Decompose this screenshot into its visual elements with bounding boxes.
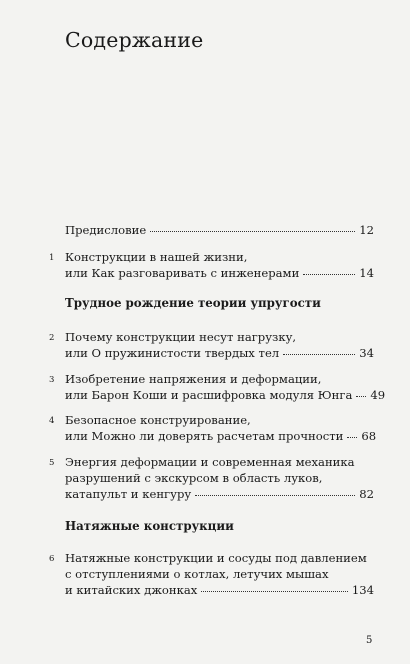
entry-title-line: с отступлениями о котлах, летучих мышах	[65, 567, 329, 581]
entry-title-line: или Можно ли доверять расчетам прочности	[65, 429, 344, 443]
entry-title: Предисловие	[65, 223, 147, 237]
entry-title-line: и китайских джонках	[65, 583, 198, 597]
entry-title-line: Почему конструкции несут нагрузку,	[65, 330, 297, 344]
page-number: 68	[361, 429, 377, 443]
chapter-number: 2	[49, 333, 55, 343]
entry-title-line: Натяжные конструкции и сосуды под давлением	[65, 551, 367, 565]
dot-leader	[195, 495, 355, 496]
dot-leader	[356, 396, 366, 397]
page-number: 82	[359, 487, 374, 501]
chapter-number: 4	[49, 416, 55, 426]
chapter-number: 1	[49, 253, 55, 263]
entry-title-line: Безопасное конструирование,	[65, 413, 251, 427]
page-number: 14	[359, 266, 374, 280]
page-number: 34	[359, 346, 374, 360]
page-number: 49	[370, 388, 386, 402]
entry-title-line: Энергия деформации и современная механика	[65, 455, 355, 469]
dot-leader	[347, 437, 357, 438]
entry-title-line: Изобретение напряжения и деформации,	[65, 372, 322, 386]
page-number: 134	[351, 583, 374, 597]
dot-leader	[283, 354, 355, 355]
dot-leader	[201, 591, 348, 592]
page-title: Содержание	[65, 28, 204, 52]
chapter-number: 6	[49, 554, 55, 564]
entry-title-line: катапульт и кенгуру	[65, 487, 192, 501]
entry-title-line: или О пружинистости твердых тел	[65, 346, 280, 360]
folio-page-number: 5	[366, 635, 373, 646]
part-heading: Трудное рождение теории упругости	[65, 296, 321, 310]
chapter-number: 3	[49, 375, 55, 385]
entry-title-line: или Как разговаривать с инженерами	[65, 266, 300, 280]
chapter-number: 5	[49, 458, 55, 468]
dot-leader	[303, 274, 355, 275]
part-heading: Натяжные конструкции	[65, 519, 234, 533]
entry-title-line: разрушений с экскурсом в область луков,	[65, 471, 323, 485]
page-number: 12	[359, 223, 374, 237]
entry-title-line: Конструкции в нашей жизни,	[65, 250, 248, 264]
dot-leader	[150, 231, 355, 232]
entry-title-line: или Барон Коши и расшифровка модуля Юнга	[65, 388, 353, 402]
